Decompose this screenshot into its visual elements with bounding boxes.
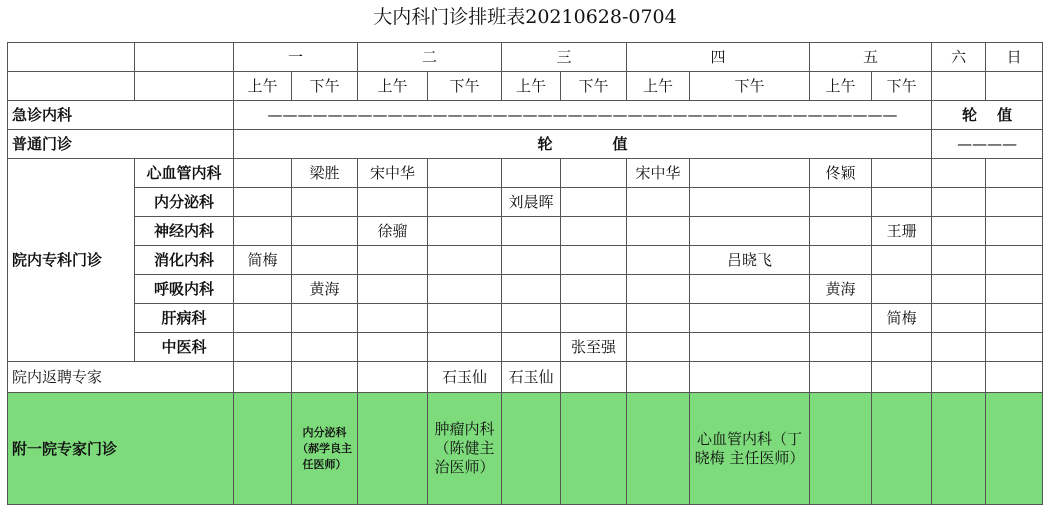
- doctor-cell: [986, 246, 1043, 275]
- special-clinic-row: [8, 217, 1043, 246]
- doctor-cell: [627, 217, 690, 246]
- am-label: 上午: [502, 72, 561, 101]
- pm-label: 下午: [690, 72, 810, 101]
- doctor-cell: [358, 188, 428, 217]
- doctor-cell: [932, 246, 986, 275]
- doctor-cell: 王珊: [872, 217, 932, 246]
- doctor-cell: [690, 275, 810, 304]
- doctor-cell: 梁胜: [292, 159, 358, 188]
- doctor-cell: [872, 159, 932, 188]
- special-clinic-row: [8, 246, 1043, 275]
- ampm-header-row: [8, 72, 1043, 101]
- doctor-cell: [234, 217, 292, 246]
- pm-label: 下午: [561, 72, 627, 101]
- doctor-cell: [428, 159, 502, 188]
- day-header-fri: 五: [810, 43, 932, 72]
- doctor-cell: [234, 304, 292, 333]
- affiliated-cell: [810, 393, 872, 505]
- doctor-cell: [358, 362, 428, 393]
- doctor-cell: [561, 188, 627, 217]
- doctor-cell: [292, 333, 358, 362]
- affiliated-tue-pm: 肿瘤内科（陈健主治医师）: [428, 393, 502, 505]
- doctor-cell: [932, 304, 986, 333]
- am-label: 上午: [627, 72, 690, 101]
- doctor-cell: [292, 362, 358, 393]
- am-label: 上午: [234, 72, 292, 101]
- doctor-cell: [561, 246, 627, 275]
- returning-body: [8, 362, 1043, 393]
- doctor-cell: [986, 275, 1043, 304]
- doctor-cell: [428, 188, 502, 217]
- special-clinic-label: 院内专科门诊: [8, 159, 135, 362]
- doctor-cell: 吕晓飞: [690, 246, 810, 275]
- pm-label: 下午: [872, 72, 932, 101]
- department-name: 中医科: [135, 333, 234, 362]
- affiliated-cell: [986, 393, 1043, 505]
- doctor-cell: [932, 217, 986, 246]
- general-label: 普通门诊: [8, 130, 234, 159]
- department-name: 心血管内科: [135, 159, 234, 188]
- doctor-cell: [358, 275, 428, 304]
- doctor-cell: [986, 333, 1043, 362]
- doctor-cell: [872, 362, 932, 393]
- doctor-cell: [502, 217, 561, 246]
- doctor-cell: [932, 333, 986, 362]
- pm-label: 下午: [428, 72, 502, 101]
- doctor-cell: 张至强: [561, 333, 627, 362]
- doctor-cell: [810, 362, 872, 393]
- doctor-cell: 宋中华: [358, 159, 428, 188]
- emergency-rota: 轮 值: [932, 101, 1043, 130]
- doctor-cell: [986, 362, 1043, 393]
- department-name: 肝病科: [135, 304, 234, 333]
- day-header-row: [8, 43, 1043, 72]
- doctor-cell: [690, 304, 810, 333]
- corner-cell: [135, 72, 234, 101]
- schedule-table: [7, 42, 1043, 505]
- doctor-cell: [428, 304, 502, 333]
- pm-label: 下午: [292, 72, 358, 101]
- doctor-cell: [627, 246, 690, 275]
- doctor-cell: [358, 333, 428, 362]
- doctor-cell: [690, 159, 810, 188]
- doctor-cell: [690, 217, 810, 246]
- doctor-cell: 石玉仙: [428, 362, 502, 393]
- doctor-cell: [810, 188, 872, 217]
- returning-label: 院内返聘专家: [8, 362, 234, 393]
- doctor-cell: [428, 275, 502, 304]
- doctor-cell: 徐骝: [358, 217, 428, 246]
- doctor-cell: [690, 333, 810, 362]
- doctor-cell: [234, 333, 292, 362]
- doctor-cell: [986, 188, 1043, 217]
- affiliated-cell: [358, 393, 428, 505]
- day-header-mon: 一: [234, 43, 358, 72]
- am-label: 上午: [810, 72, 872, 101]
- doctor-cell: [872, 246, 932, 275]
- affiliated-cell: [872, 393, 932, 505]
- doctor-cell: [627, 275, 690, 304]
- doctor-cell: [234, 275, 292, 304]
- doctor-cell: [502, 159, 561, 188]
- doctor-cell: [292, 246, 358, 275]
- doctor-cell: 刘晨晖: [502, 188, 561, 217]
- doctor-cell: [428, 217, 502, 246]
- doctor-cell: 黄海: [292, 275, 358, 304]
- affiliated-cell: [627, 393, 690, 505]
- department-name: 神经内科: [135, 217, 234, 246]
- doctor-cell: [502, 333, 561, 362]
- doctor-cell: [810, 304, 872, 333]
- doctor-cell: 黄海: [810, 275, 872, 304]
- doctor-cell: [872, 333, 932, 362]
- doctor-cell: [810, 217, 872, 246]
- affiliated-cell: [234, 393, 292, 505]
- doctor-cell: [234, 188, 292, 217]
- doctor-cell: [932, 275, 986, 304]
- am-label: 上午: [358, 72, 428, 101]
- doctor-cell: [358, 246, 428, 275]
- doctor-cell: [561, 275, 627, 304]
- doctor-cell: [428, 333, 502, 362]
- doctor-cell: [627, 362, 690, 393]
- doctor-cell: [627, 304, 690, 333]
- doctor-cell: [561, 159, 627, 188]
- doctor-cell: [810, 333, 872, 362]
- doctor-cell: [986, 304, 1043, 333]
- doctor-cell: [292, 217, 358, 246]
- doctor-cell: 佟颖: [810, 159, 872, 188]
- affiliated-cell: [502, 393, 561, 505]
- special-clinic-body: [8, 159, 1043, 362]
- doctor-cell: [358, 304, 428, 333]
- doctor-cell: [932, 362, 986, 393]
- doctor-cell: [932, 188, 986, 217]
- day-header-thu: 四: [627, 43, 810, 72]
- doctor-cell: [872, 275, 932, 304]
- doctor-cell: [561, 362, 627, 393]
- day-header-tue: 二: [358, 43, 502, 72]
- affiliated-mon-pm: 内分泌科（郝学良主任医师）: [292, 393, 358, 505]
- affiliated-thu-pm: 心血管内科（丁晓梅 主任医师）: [690, 393, 810, 505]
- returning-row: [8, 362, 1043, 393]
- doctor-cell: 简梅: [234, 246, 292, 275]
- special-clinic-row: [8, 188, 1043, 217]
- doctor-cell: [502, 275, 561, 304]
- corner-cell: [8, 43, 135, 72]
- doctor-cell: 石玉仙: [502, 362, 561, 393]
- doctor-cell: [627, 188, 690, 217]
- emergency-label: 急诊内科: [8, 101, 234, 130]
- general-rota: 轮 值: [234, 130, 932, 159]
- day-header-wed: 三: [502, 43, 627, 72]
- day-header-sun: 日: [986, 43, 1043, 72]
- empty-cell: [986, 72, 1043, 101]
- corner-cell: [8, 72, 135, 101]
- doctor-cell: [986, 159, 1043, 188]
- doctor-cell: [292, 304, 358, 333]
- doctor-cell: [986, 217, 1043, 246]
- doctor-cell: [627, 333, 690, 362]
- doctor-cell: 宋中华: [627, 159, 690, 188]
- doctor-cell: [502, 246, 561, 275]
- affiliated-cell: [932, 393, 986, 505]
- emergency-row: [8, 101, 1043, 130]
- affiliated-cell: [561, 393, 627, 505]
- general-row: [8, 130, 1043, 159]
- doctor-cell: [690, 362, 810, 393]
- special-clinic-row: [8, 159, 1043, 188]
- doctor-cell: [932, 159, 986, 188]
- department-name: 内分泌科: [135, 188, 234, 217]
- doctor-cell: [872, 188, 932, 217]
- doctor-cell: [561, 217, 627, 246]
- doctor-cell: [561, 304, 627, 333]
- doctor-cell: 简梅: [872, 304, 932, 333]
- doctor-cell: [690, 188, 810, 217]
- corner-cell: [135, 43, 234, 72]
- affiliated-label: 附一院专家门诊: [8, 393, 234, 505]
- day-header-sat: 六: [932, 43, 986, 72]
- department-name: 消化内科: [135, 246, 234, 275]
- special-clinic-row: [8, 304, 1043, 333]
- special-clinic-row: [8, 275, 1043, 304]
- emergency-dashes: ——————————————————————————————————————————: [234, 101, 932, 130]
- affiliated-row: [8, 393, 1043, 505]
- page-title: 大内科门诊排班表20210628-0704: [373, 6, 677, 28]
- doctor-cell: [234, 362, 292, 393]
- general-dashes: ————: [932, 130, 1043, 159]
- doctor-cell: [502, 304, 561, 333]
- empty-cell: [932, 72, 986, 101]
- doctor-cell: [428, 246, 502, 275]
- doctor-cell: [810, 246, 872, 275]
- department-name: 呼吸内科: [135, 275, 234, 304]
- special-clinic-row: [8, 333, 1043, 362]
- doctor-cell: [234, 159, 292, 188]
- doctor-cell: [292, 188, 358, 217]
